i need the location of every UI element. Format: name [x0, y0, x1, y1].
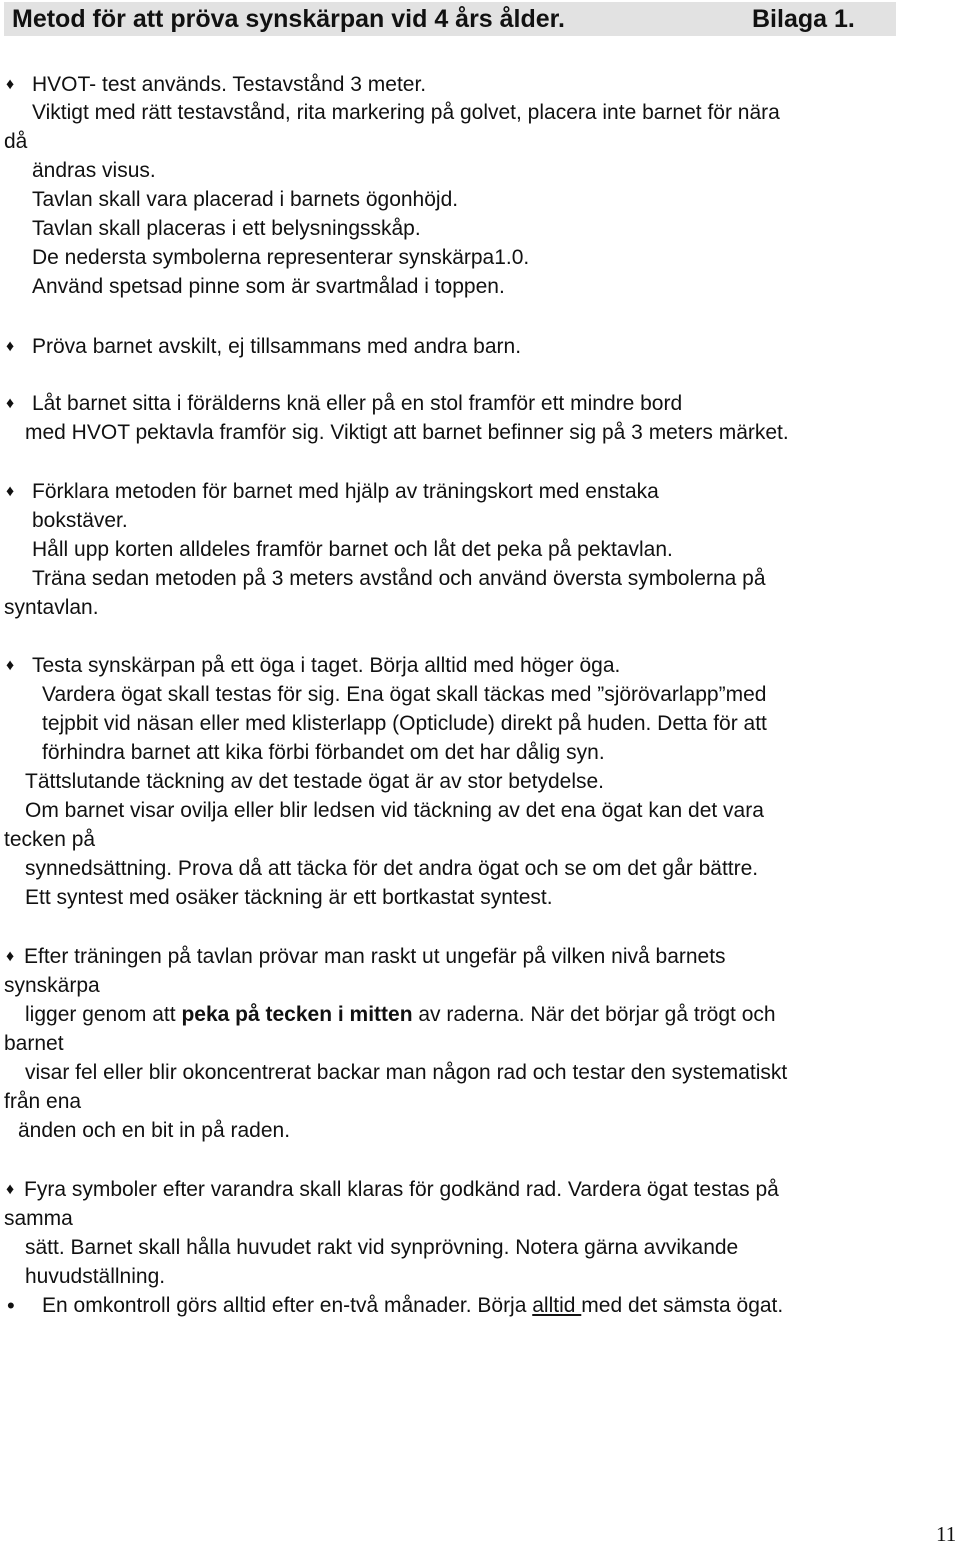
text-line: Om barnet visar ovilja eller blir ledsen vid täckning av det ena ögat kan det vara [25, 799, 764, 822]
text-line: Ett syntest med osäker täckning är ett bortkastat syntest. [25, 886, 553, 909]
text-line: Efter träningen på tavlan prövar man raskt ut ungefär på vilken nivå barnets [24, 945, 726, 968]
diamond-bullet-icon: ♦ [6, 657, 15, 674]
text-line: Förklara metoden för barnet med hjälp av träningskort med enstaka [32, 480, 659, 503]
text-line: tejpbit vid näsan eller med klisterlapp (Opticlude) direkt på huden. Detta för att [42, 712, 767, 735]
text-line: med HVOT pektavla framför sig. Viktigt att barnet befinner sig på 3 meters märket. [25, 421, 789, 444]
text-line [42, 1293, 783, 1319]
page-number: 11 [936, 1522, 957, 1546]
text-line: Träna sedan metoden på 3 meters avstånd och använd översta symbolerna på [32, 567, 766, 590]
diamond-bullet-icon: ♦ [6, 395, 15, 412]
text-line: Tavlan skall placeras i ett belysningsskåp. [32, 217, 421, 240]
text-line: Testa synskärpan på ett öga i taget. Börja alltid med höger öga. [32, 654, 621, 677]
diamond-bullet-icon: ♦ [6, 1181, 15, 1198]
text-line: Tavlan skall vara placerad i barnets ögonhöjd. [32, 188, 459, 211]
text-line: Håll upp korten alldeles framför barnet och låt det peka på pektavlan. [32, 538, 673, 561]
text-line: huvudställning. [25, 1265, 166, 1288]
underlined-text: alltid [532, 1294, 582, 1317]
text-line: Använd spetsad pinne som är svartmålad i toppen. [32, 275, 505, 298]
text-line: Tättslutande täckning av det testade ögat är av stor betydelse. [25, 770, 605, 793]
diamond-bullet-icon: ♦ [6, 76, 15, 93]
text-line: sätt. Barnet skall hålla huvudet rakt vid synprövning. Notera gärna avvikande [25, 1236, 739, 1259]
text-line: samma [4, 1207, 73, 1230]
text-line: Låt barnet sitta i förälderns knä eller på en stol framför ett mindre bord [32, 392, 683, 415]
text-line: barnet [4, 1032, 64, 1055]
text-line: förhindra barnet att kika förbi förbandet om det har dålig syn. [42, 741, 605, 764]
text-line: Vardera ögat skall testas för sig. Ena ögat skall täckas med ”sjörövarlapp”med [42, 683, 767, 706]
header-bar [4, 2, 896, 36]
text-segment: En omkontroll görs alltid efter en-två månader. Börja [42, 1294, 533, 1317]
text-line: syntavlan. [4, 596, 99, 619]
text-line: De nedersta symbolerna representerar synskärpa1.0. [32, 246, 530, 269]
text-line: Pröva barnet avskilt, ej tillsammans med andra barn. [32, 335, 522, 358]
text-line: ändras visus. [32, 159, 156, 182]
text-line: visar fel eller blir okoncentrerat backar man någon rad och testar den systematiskt [25, 1061, 788, 1084]
text-line: HVOT- test används. Testavstånd 3 meter. [32, 73, 427, 96]
text-segment: med det sämsta ögat. [581, 1294, 784, 1317]
text-line: då [4, 130, 28, 153]
round-bullet-icon: • [7, 1293, 15, 1318]
diamond-bullet-icon: ♦ [6, 338, 15, 355]
text-line: synnedsättning. Prova då att täcka för det andra ögat och se om det går bättre. [25, 857, 759, 880]
diamond-bullet-icon: ♦ [6, 483, 15, 500]
text-segment: ligger genom att [25, 1003, 182, 1026]
page-title: Metod för att pröva synskärpan vid 4 års ålder. [12, 5, 565, 33]
emphasis-text: peka på tecken i mitten [181, 1003, 413, 1026]
appendix-label: Bilaga 1. [752, 5, 855, 33]
text-line: Fyra symboler efter varandra skall klaras för godkänd rad. Vardera ögat testas på [24, 1178, 779, 1201]
text-line: tecken på [4, 828, 96, 851]
text-line: Viktigt med rätt testavstånd, rita markering på golvet, placera inte barnet för nära [32, 101, 780, 124]
text-line [25, 1002, 776, 1028]
text-line: bokstäver. [32, 509, 128, 532]
text-line: synskärpa [4, 974, 100, 997]
text-line: från ena [4, 1090, 82, 1113]
text-segment: av raderna. När det börjar gå trögt och [412, 1003, 776, 1026]
diamond-bullet-icon: ♦ [6, 948, 15, 965]
text-line: änden och en bit in på raden. [18, 1119, 291, 1142]
